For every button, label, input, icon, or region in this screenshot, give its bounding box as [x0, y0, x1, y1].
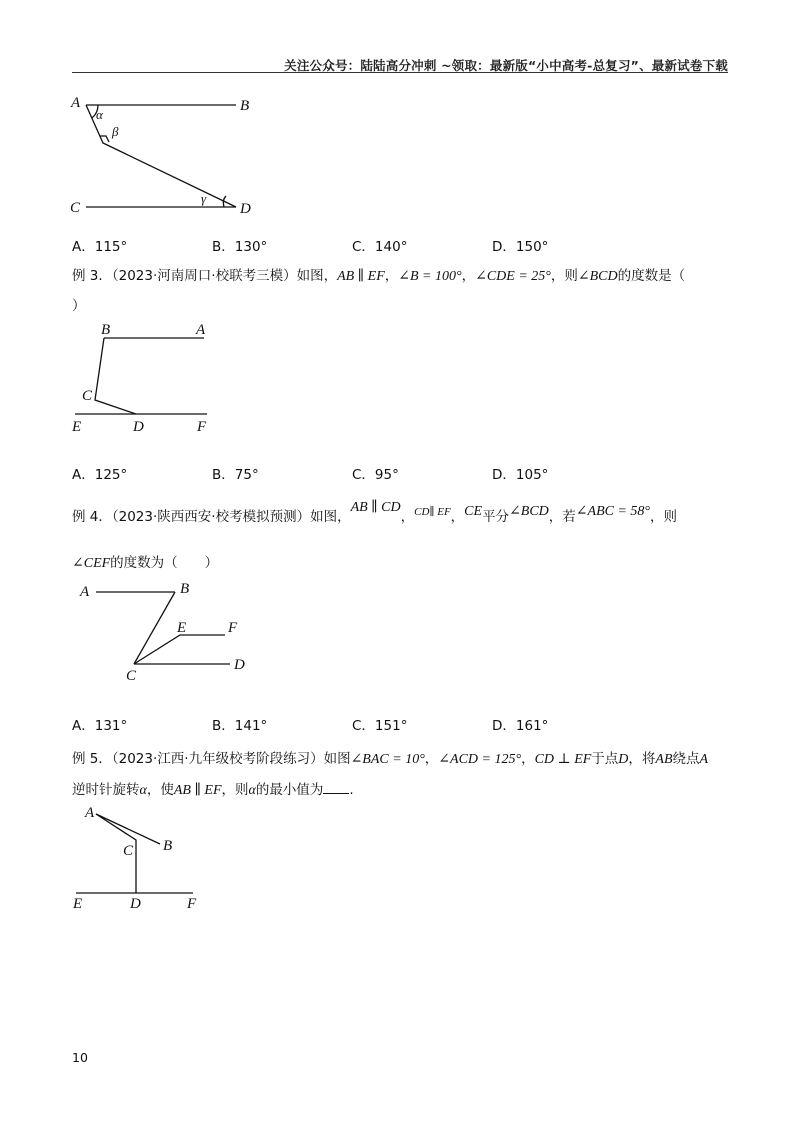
example-3-math-4: ∠BCD — [577, 269, 618, 284]
example-3-prefix: 例 3．（2023·河南周口·校联考三模）如图， — [72, 268, 338, 284]
label-C: C — [82, 388, 93, 404]
example-3-sep-2: ， — [461, 268, 476, 284]
example-5-sep-1: ， — [424, 751, 439, 767]
label-C: C — [126, 668, 137, 684]
option-b: B．141° — [212, 718, 268, 734]
label-D: D — [130, 896, 141, 912]
example-5-prefix: 例 5．（2023·江西·九年级校考阶段练习）如图 — [72, 751, 351, 767]
figure-4 — [79, 581, 245, 684]
example-4-math-3: CE — [464, 504, 483, 519]
figure-3 — [71, 322, 207, 435]
figure-5 — [72, 805, 197, 912]
example-4-line-2-text: 的度数为（ ） — [110, 555, 219, 571]
example-3-line-1 — [72, 264, 685, 285]
answer-blank[interactable] — [323, 781, 349, 794]
segment-bc — [134, 592, 175, 664]
example-5-line-2-d: 的最小值为 — [255, 782, 324, 798]
option-b: B．75° — [212, 467, 259, 483]
example-5-line-2-a: 逆时针旋转 — [72, 782, 140, 798]
example-5-math-4: D — [618, 752, 629, 767]
example-3-math-2: ∠B = 100° — [398, 269, 462, 284]
example-4-sep-3: ，若 — [548, 509, 576, 525]
example-4-sep-1: ， — [400, 509, 415, 525]
angle-gamma-arc — [223, 196, 226, 207]
example-5-line-2-b: ，使 — [146, 782, 174, 798]
angle-beta-mark — [100, 136, 109, 142]
figure-1 — [70, 95, 251, 217]
option-a: A．131° — [72, 718, 128, 734]
option-c: C．140° — [352, 239, 408, 255]
example-4-math-2: CD∥ EF — [414, 506, 451, 518]
example-4-math-5: ∠ABC = 58° — [575, 504, 651, 519]
option-d: D．150° — [492, 239, 549, 255]
label-A: A — [196, 322, 206, 338]
label-F: F — [197, 419, 207, 435]
label-beta: β — [112, 124, 119, 139]
option-d: D．105° — [492, 467, 549, 483]
label-A: A — [85, 805, 95, 821]
example-3-math-1: AB ∥ EF — [337, 269, 385, 284]
example-5-line-2 — [72, 778, 354, 799]
example-5-mid-3: 绕点 — [672, 751, 700, 767]
label-B: B — [180, 581, 190, 597]
path-a-c-d — [96, 814, 136, 893]
path-b-c-d — [95, 338, 136, 414]
example-3-sep-3: ，则 — [550, 268, 578, 284]
option-a: A．125° — [72, 467, 128, 483]
example-3-sep-1: ， — [384, 268, 399, 284]
example-4-prefix: 例 4．（2023·陕西西安·校考模拟预测）如图， — [72, 509, 351, 525]
example-5-math-6: A — [699, 752, 709, 767]
example-4-sep-2: ， — [450, 509, 465, 525]
label-gamma: γ — [201, 191, 207, 206]
label-B: B — [101, 322, 111, 338]
example-4-suffix: ，则 — [650, 509, 678, 525]
example-5-line-2-m1: α — [139, 783, 147, 798]
segment-ab — [96, 814, 160, 844]
label-D: D — [234, 657, 245, 673]
example-5-mid-2: ，将 — [628, 751, 656, 767]
segment-c-e-f — [134, 635, 225, 664]
zigzag-a-e-d — [86, 105, 236, 207]
example-4-math-4: ∠BCD — [509, 504, 549, 519]
example-5-line-1 — [72, 747, 708, 768]
label-C: C — [70, 200, 81, 216]
label-E: E — [72, 419, 82, 435]
example-4-line-2 — [72, 551, 218, 572]
label-C: C — [123, 843, 134, 859]
example-5-line-2-m2: AB ∥ EF — [173, 783, 222, 798]
example-3-math-3: ∠CDE = 25° — [475, 269, 551, 284]
label-B: B — [163, 838, 173, 854]
label-E: E — [73, 896, 83, 912]
label-E: E — [177, 620, 187, 636]
example-5-math-5: AB — [655, 752, 673, 767]
example-5-line-2-c: ，则 — [221, 782, 249, 798]
option-c: C．151° — [352, 718, 408, 734]
example-3-line-2: ） — [72, 298, 86, 314]
example-5-line-2-end: . — [349, 782, 354, 798]
label-D: D — [240, 201, 251, 217]
example-5-sep-2: ， — [521, 751, 535, 767]
example-5-math-2: ∠ACD = 125° — [438, 752, 522, 767]
example-4-mid: 平分 — [482, 509, 510, 525]
option-b: B．130° — [212, 239, 268, 255]
example-3-suffix: 的度数是（ — [617, 268, 686, 284]
example-5-mid: 于点 — [591, 751, 619, 767]
example-5-math-1: ∠BAC = 10° — [350, 752, 425, 767]
label-A: A — [71, 95, 81, 111]
label-A: A — [80, 584, 90, 600]
option-d: D．161° — [492, 718, 549, 734]
example-5-line-2-m3: α — [248, 783, 256, 798]
angle-alpha-arc — [92, 105, 98, 118]
page-number: 10 — [72, 1050, 88, 1065]
label-F: F — [187, 896, 197, 912]
example-4-line-2-math: ∠CEF — [72, 556, 111, 571]
example-5-math-3: CD ⊥ EF — [534, 752, 592, 767]
label-D: D — [133, 419, 144, 435]
page-header: 关注公众号：陆陆高分冲刺 ~领取：最新版“小中高考-总复习”、最新试卷下载 — [284, 58, 728, 73]
label-F: F — [228, 620, 238, 636]
label-B: B — [240, 98, 250, 114]
label-alpha: α — [96, 107, 103, 122]
option-a: A．115° — [72, 239, 128, 255]
option-c: C．95° — [352, 467, 399, 483]
header-divider — [72, 72, 728, 73]
example-4-math-1: AB ∥ CD — [350, 500, 401, 515]
example-4-line-1 — [72, 500, 678, 526]
